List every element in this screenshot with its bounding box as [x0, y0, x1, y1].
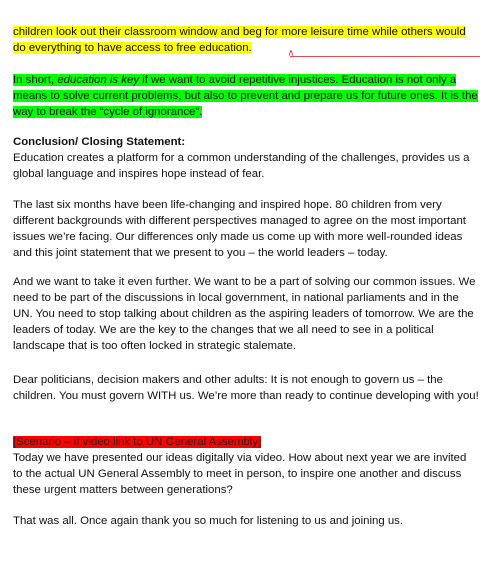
text-prefix: In short,: [13, 74, 58, 86]
red-highlight-text: [Scenario – if video link to UN General Assembly]: [13, 436, 262, 448]
spelling-error-underline: [290, 56, 480, 57]
paragraph-conclusion: Education creates a platform for a common understanding of the challenges, provides us a global language and inspires hope instead of fear.: [13, 152, 470, 180]
paragraph-six-months: The last six months have been life-changing and inspired hope. 80 children from very different backgrounds with different perspectives managed to agree on the most important issues we’re facing. Our differences only made us come up with more well-rounded ideas and this joint statement that we present to you – the world leaders – today.: [13, 199, 466, 259]
scenario-note: [13, 434, 479, 450]
paragraph-next-year: Today we have presented our ideas digitally via video. How about next year we are invited to the actual UN General Assembly to meet in person, to inspire one another and discuss these urgent matters between generations?: [13, 452, 467, 496]
paragraph-closing: That was all. Once again thank you so much for listening to us and joining us.: [13, 515, 404, 527]
section-heading: Conclusion/ Closing Statement:: [13, 136, 186, 148]
proofing-caret-icon: [289, 50, 293, 56]
paragraph-education-is-key: [13, 72, 479, 120]
green-highlight-text: [13, 74, 478, 118]
paragraph-dear-politicians: Dear politicians, decision makers and other adults: It is not enough to govern us – the children. You must govern WITH us. We’re more than ready to continue developing with you!: [13, 374, 479, 402]
text-italic-emphasis: education is key: [57, 74, 140, 86]
yellow-highlight-text: children look out their classroom window and beg for more leisure time while others would do everything to have access to free education.: [13, 26, 466, 54]
text-rest: if we want to avoid repetitive injustices. Education is not only a means to solve current problems, but also to prevent and prepare us for future ones. It is the way to break the “cycle of ignorance”.: [13, 74, 478, 118]
paragraph-free-education: [13, 24, 479, 56]
paragraph-further: And we want to take it even further. We want to be a part of solving our common issues. We need to be part of the discussions in local government, in national parliaments and in the UN. You need to stop talking about children as the aspiring leaders of tomorrow. We are the leaders of today. We are the key to the changes that we all need to see in a political landscape that is too often locked in strategic stalemate.: [13, 276, 476, 352]
